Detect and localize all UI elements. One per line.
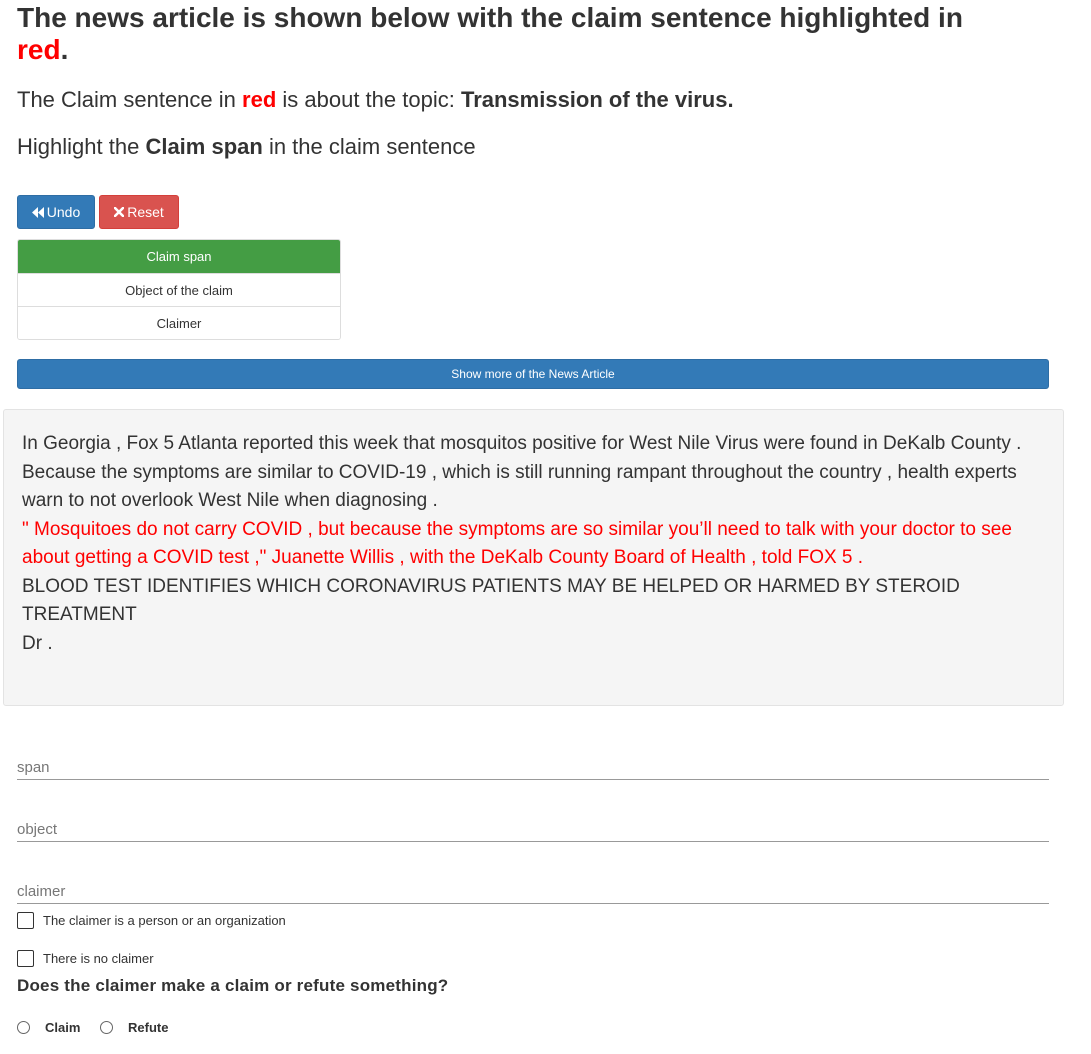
- person-org-label: The claimer is a person or an organization: [43, 913, 286, 928]
- backward-icon: [32, 207, 44, 218]
- label-claim-span[interactable]: Claim span: [18, 240, 340, 273]
- article-sentence[interactable]: In Georgia , Fox 5 Atlanta reported this week that mosquitos positive for West Nile Virus were found in DeKalb County .: [22, 433, 1022, 454]
- label-selector: [17, 239, 341, 340]
- refute-option[interactable]: [100, 1020, 168, 1035]
- instruction-suffix: in the claim sentence: [268, 134, 476, 159]
- claim-refute-question: Does the claimer make a claim or refute something?: [17, 976, 449, 995]
- title-text: The news article is shown below with the claim sentence highlighted in: [17, 2, 963, 33]
- article-sentence[interactable]: Because the symptoms are similar to COVID-19 , which is still running rampant throughout the country , health experts warn to not overlook West Nile when diagnosing .: [22, 461, 1017, 511]
- person-org-checkbox[interactable]: [17, 912, 34, 929]
- claimer-input[interactable]: [17, 880, 1049, 902]
- instruction-line: [17, 133, 476, 161]
- undo-label: Undo: [46, 204, 81, 220]
- page-title: [17, 2, 1057, 66]
- label-object-of-claim[interactable]: Object of the claim: [18, 273, 340, 306]
- claim-radio-label: Claim: [45, 1020, 81, 1035]
- person-org-option[interactable]: [17, 912, 286, 929]
- close-icon: [114, 207, 124, 217]
- topic-middle: is about the topic:: [282, 87, 455, 112]
- title-suffix: .: [60, 34, 69, 65]
- span-input[interactable]: [17, 756, 1049, 778]
- topic-line: [17, 86, 734, 114]
- claim-sentence[interactable]: " Mosquitoes do not carry COVID , but because the symptoms are so similar you’ll need to talk with your doctor to see about getting a COVID test ," Juanette Willis , with the DeKalb County Board of Health , told FOX 5 .: [22, 518, 1012, 568]
- article-panel: [3, 409, 1064, 706]
- claim-radio[interactable]: [17, 1021, 30, 1034]
- topic-name: Transmission of the virus.: [460, 87, 734, 112]
- article-sentence[interactable]: Dr .: [22, 632, 53, 654]
- no-claimer-label: There is no claimer: [43, 951, 154, 966]
- reset-button[interactable]: [99, 195, 179, 229]
- no-claimer-checkbox[interactable]: [17, 950, 34, 967]
- object-input[interactable]: [17, 818, 1049, 840]
- span-field-wrapper: [17, 756, 1049, 780]
- refute-radio[interactable]: [100, 1021, 113, 1034]
- title-red-word: red: [17, 34, 61, 65]
- label-claimer[interactable]: Claimer: [18, 306, 340, 339]
- undo-button[interactable]: [17, 195, 95, 229]
- instruction-prefix: Highlight the: [17, 134, 140, 159]
- object-field-wrapper: [17, 818, 1049, 842]
- topic-red-word: red: [242, 87, 277, 112]
- instruction-bold: Claim span: [145, 134, 263, 159]
- claim-option[interactable]: [17, 1020, 80, 1035]
- claimer-field-wrapper: [17, 880, 1049, 904]
- topic-prefix: The Claim sentence in: [17, 87, 236, 112]
- article-sentence[interactable]: BLOOD TEST IDENTIFIES WHICH CORONAVIRUS PATIENTS MAY BE HELPED OR HARMED BY STEROID TREATMENT: [22, 575, 960, 625]
- refute-radio-label: Refute: [128, 1020, 169, 1035]
- reset-label: Reset: [127, 204, 164, 220]
- no-claimer-option[interactable]: [17, 950, 154, 967]
- show-more-button[interactable]: Show more of the News Article: [17, 359, 1049, 389]
